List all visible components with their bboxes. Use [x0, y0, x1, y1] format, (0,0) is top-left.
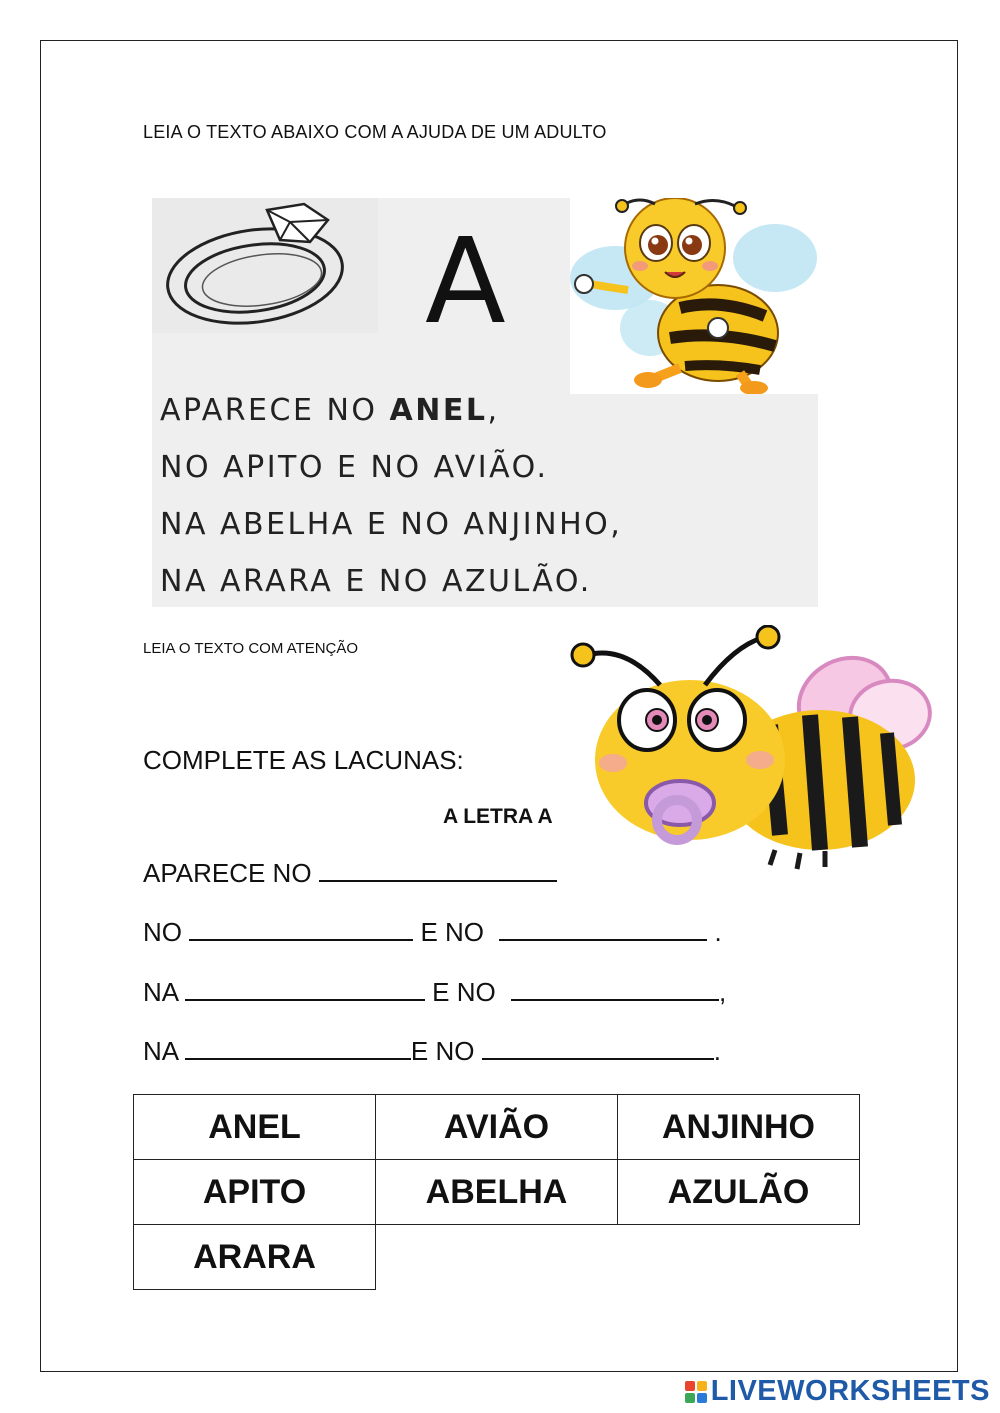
poem-line-3: NA ABELHA E NO ANJINHO, — [160, 507, 623, 542]
word-bank-cell[interactable]: ANEL — [134, 1095, 376, 1160]
baby-bee-icon — [565, 625, 935, 875]
blank-input[interactable] — [511, 979, 719, 1001]
blank-input[interactable] — [482, 1038, 714, 1060]
fill-line-3: NA E NO , — [143, 977, 727, 1007]
bee-waving-icon — [570, 198, 818, 394]
blank-input[interactable] — [499, 919, 707, 941]
fill-line-1: APARECE NO — [143, 858, 557, 889]
word-bank-cell[interactable]: APITO — [134, 1160, 376, 1225]
word-bank-row — [134, 1160, 860, 1225]
instruction-read-with-adult: LEIA O TEXTO ABAIXO COM A AJUDA DE UM ADULTO — [143, 122, 607, 142]
word-bank-cell[interactable]: AVIÃO — [376, 1095, 618, 1160]
empty-cell — [376, 1225, 618, 1290]
ring-panel — [152, 198, 378, 333]
blank-input[interactable] — [185, 1038, 411, 1060]
word-bank-cell[interactable]: ARARA — [134, 1225, 376, 1290]
poem-line-4: NA ARARA E NO AZULÃO. — [160, 564, 592, 599]
word-bank-cell[interactable]: ANJINHO — [618, 1095, 860, 1160]
fill-line-2: NO E NO . — [143, 917, 722, 947]
liveworksheets-logo-icon — [685, 1381, 707, 1403]
word-bank-table — [133, 1094, 860, 1290]
blank-input[interactable] — [189, 919, 413, 941]
exercise-title: A LETRA A — [443, 805, 553, 828]
word-bank-cell[interactable]: AZULÃO — [618, 1160, 860, 1225]
bee-waving-panel — [570, 198, 818, 394]
blank-input[interactable] — [319, 860, 557, 882]
poem-bold-word: ANEL — [389, 393, 488, 428]
empty-cell — [618, 1225, 860, 1290]
watermark-text: LIVEWORKSHEETS — [710, 1375, 990, 1407]
instruction-read-carefully: LEIA O TEXTO COM ATENÇÃO — [143, 640, 359, 657]
big-letter-a: A — [425, 212, 506, 350]
fill-line-4: NA E NO . — [143, 1036, 721, 1066]
word-bank-row — [134, 1225, 860, 1290]
word-bank-row — [134, 1095, 860, 1160]
word-bank-cell[interactable]: ABELHA — [376, 1160, 618, 1225]
blank-input[interactable] — [185, 979, 425, 1001]
ring-icon — [152, 198, 378, 333]
complete-blanks-heading: COMPLETE AS LACUNAS: — [143, 745, 464, 775]
liveworksheets-logo — [685, 1375, 990, 1408]
poem-line-1: APARECE NO ANEL, — [160, 393, 500, 428]
poem-line-2: NO APITO E NO AVIÃO. — [160, 450, 549, 485]
